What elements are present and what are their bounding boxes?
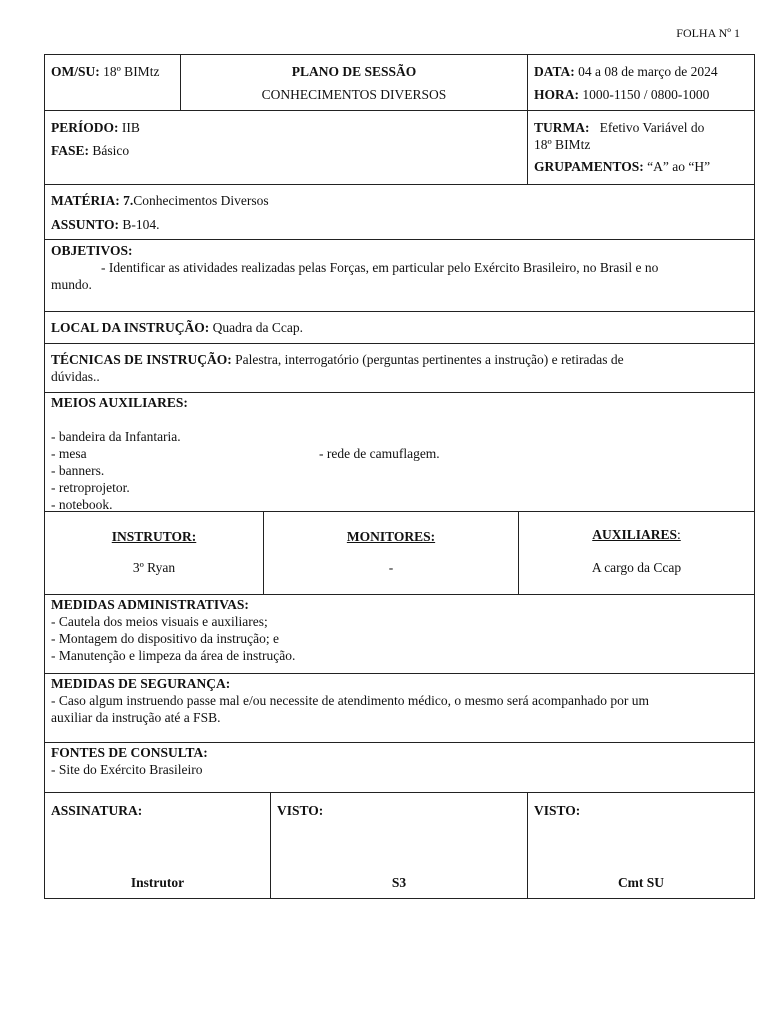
medidas-seg-line-2: auxiliar da instrução até a FSB.: [51, 710, 221, 725]
date-cell: [527, 55, 754, 110]
meios-item: - bandeira da Infantaria.: [51, 429, 181, 444]
objetivos-line-1: - Identificar as atividades realizadas pelas Forças, em particular pelo Exército Brasileiro, no Brasil e no: [101, 260, 659, 275]
auxiliares-value: A cargo da Ccap: [591, 560, 682, 575]
visto2-name: Cmt SU: [617, 875, 665, 890]
fontes-cell: [45, 743, 754, 792]
tecnicas-row: [44, 344, 755, 393]
tecnicas-label: TÉCNICAS DE INSTRUÇÃO:: [51, 352, 232, 367]
meios-item: - banners.: [51, 463, 105, 478]
om-label: OM/SU:: [51, 64, 100, 79]
periodo-row: [44, 111, 755, 185]
medidas-adm-row: [44, 595, 755, 674]
form-subtitle: CONHECIMENTOS DIVERSOS: [261, 87, 447, 102]
meios-item: - notebook.: [51, 497, 113, 512]
hora-label: HORA:: [534, 87, 579, 102]
meios-item-right: - rede de camuflagem.: [319, 446, 440, 461]
materia-number: 7.: [123, 193, 134, 208]
meios-item: - retroprojetor.: [51, 480, 130, 495]
hora-value: 1000-1150 / 0800-1000: [582, 87, 710, 102]
fontes-value: - Site do Exército Brasileiro: [51, 762, 203, 777]
medidas-adm-label: MEDIDAS ADMINISTRATIVAS:: [51, 597, 249, 612]
materia-value: Conhecimentos Diversos: [133, 193, 269, 208]
periodo-cell: [45, 111, 527, 184]
tecnicas-line-1: Palestra, interrogatório (perguntas pertinentes a instrução) e retiradas de: [235, 352, 624, 367]
instrutor-label: INSTRUTOR:: [111, 529, 197, 544]
turma-value-2: 18º BIMtz: [534, 137, 591, 152]
visto1-cell: [270, 793, 527, 898]
meios-row: [44, 393, 755, 512]
tecnicas-cell: [45, 344, 754, 392]
medidas-adm-cell: [45, 595, 754, 673]
objetivos-line-2: mundo.: [51, 277, 92, 292]
materia-cell: [45, 185, 754, 239]
date-value: 04 a 08 de março de 2024: [578, 64, 718, 79]
assinatura-name: Instrutor: [130, 875, 185, 890]
date-label: DATA:: [534, 64, 575, 79]
pessoal-row: [44, 512, 755, 595]
auxiliares-cell: [518, 512, 754, 594]
page-number: FOLHA Nº 1: [676, 26, 740, 40]
medidas-seg-label: MEDIDAS DE SEGURANÇA:: [51, 676, 231, 691]
medidas-adm-item: - Manutenção e limpeza da área de instrução.: [51, 648, 296, 663]
medidas-adm-item: - Montagem do dispositivo da instrução; e: [51, 631, 279, 646]
monitores-label: MONITORES:: [346, 529, 436, 544]
objetivos-row: [44, 240, 755, 312]
assinatura-cell: [45, 793, 270, 898]
tecnicas-line-2: dúvidas..: [51, 369, 100, 384]
fase-label: FASE:: [51, 143, 90, 158]
monitores-cell: [263, 512, 518, 594]
visto2-cell: [527, 793, 754, 898]
turma-label: TURMA:: [534, 120, 590, 135]
session-plan-form: [44, 54, 755, 899]
om-value: 18º BIMtz: [103, 64, 160, 79]
materia-row: [44, 185, 755, 240]
auxiliares-colon: :: [677, 527, 681, 542]
instrutor-value: 3º Ryan: [132, 560, 176, 575]
assunto-value: B-104.: [122, 217, 160, 232]
fontes-row: [44, 743, 755, 793]
title-cell: [180, 55, 527, 110]
turma-cell: [527, 111, 754, 184]
header-row: [44, 54, 755, 111]
assunto-label: ASSUNTO:: [51, 217, 120, 232]
local-value: Quadra da Ccap.: [212, 320, 303, 335]
visto2-label: VISTO:: [534, 803, 581, 818]
grupamentos-value: “A” ao “H”: [647, 159, 711, 174]
fase-value: Básico: [92, 143, 130, 158]
auxiliares-label: AUXILIARES: [592, 527, 677, 542]
visto1-label: VISTO:: [277, 803, 324, 818]
turma-value-1: Efetivo Variável do: [599, 120, 705, 135]
periodo-value: IIB: [121, 120, 140, 135]
grupamentos-label: GRUPAMENTOS:: [534, 159, 644, 174]
visto1-name: S3: [391, 875, 407, 890]
medidas-seg-line-1: - Caso algum instruendo passe mal e/ou necessite de atendimento médico, o mesmo será acompanhado por um: [51, 693, 649, 708]
assinaturas-row: [44, 793, 755, 899]
objetivos-cell: [45, 240, 754, 311]
medidas-seg-row: [44, 674, 755, 743]
monitores-value: -: [388, 560, 394, 575]
fontes-label: FONTES DE CONSULTA:: [51, 745, 208, 760]
local-label: LOCAL DA INSTRUÇÃO:: [51, 320, 210, 335]
meios-item: - mesa: [51, 446, 87, 461]
form-title: PLANO DE SESSÃO: [291, 64, 417, 79]
periodo-label: PERÍODO:: [51, 120, 119, 135]
assinatura-label: ASSINATURA:: [51, 803, 143, 818]
meios-label: MEIOS AUXILIARES:: [51, 395, 188, 410]
meios-cell: [45, 393, 754, 511]
medidas-seg-cell: [45, 674, 754, 742]
om-cell: [45, 55, 180, 110]
instrutor-cell: [45, 512, 263, 594]
local-row: [44, 312, 755, 344]
local-cell: [45, 312, 754, 343]
medidas-adm-item: - Cautela dos meios visuais e auxiliares;: [51, 614, 268, 629]
objetivos-label: OBJETIVOS:: [51, 243, 133, 258]
materia-label: MATÉRIA:: [51, 193, 120, 208]
